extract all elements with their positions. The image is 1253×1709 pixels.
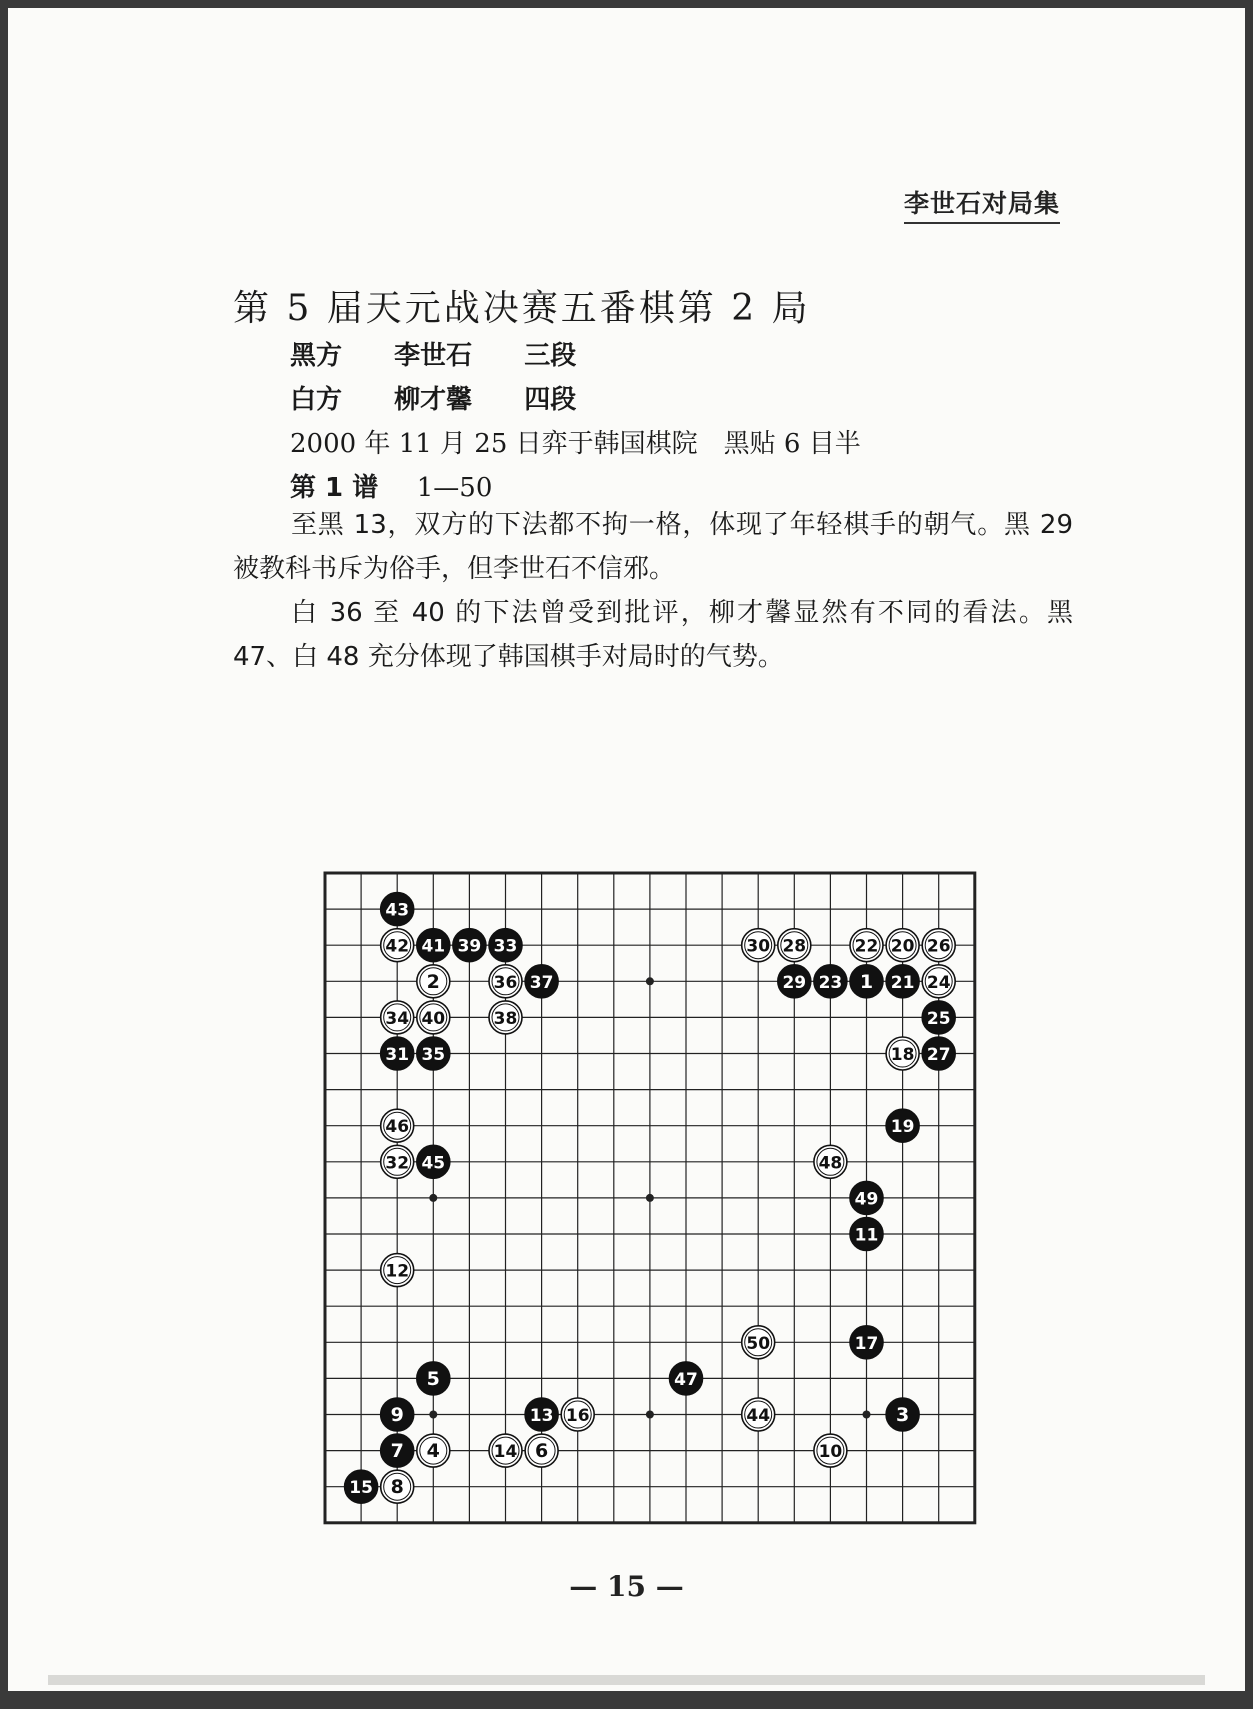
record-moves: 1—50 [416,473,493,503]
black-stone-3 [886,1398,919,1431]
black-stone-23 [814,965,847,998]
black-stone-49 [850,1181,883,1214]
black-stone-25 [922,1001,955,1034]
white-stone-34 [381,1001,414,1034]
move-number: 14 [493,1442,518,1463]
move-number: 27 [926,1045,951,1065]
white-stone-10 [814,1434,847,1467]
white-player-rank: 四段 [524,385,577,415]
white-stone-46 [381,1109,414,1142]
white-stone-26 [922,929,955,962]
black-stone-15 [345,1470,378,1503]
commentary-paragraph-1: 至黑 13，双方的下法都不拘一格，体现了年轻棋手的朝气。黑 29 被教科书斥为俗手，但李世石不信邪。 [233,510,1073,584]
move-number: 19 [890,1117,915,1138]
move-number: 6 [534,1440,549,1463]
black-stone-27 [922,1037,955,1070]
record-line [290,467,492,504]
move-number: 2 [426,970,440,993]
move-number: 18 [890,1045,915,1065]
move-number: 24 [926,972,951,993]
move-number: 30 [746,936,771,957]
go-board [320,868,980,1528]
white-stone-36 [489,965,522,998]
white-stone-32 [381,1145,414,1178]
black-stone-43 [381,893,414,926]
white-stone-50 [742,1326,775,1359]
move-number: 31 [385,1045,410,1065]
move-number: 46 [385,1117,410,1138]
move-number: 48 [818,1153,843,1174]
move-number: 42 [385,936,410,957]
white-stone-16 [561,1398,594,1431]
move-number: 35 [421,1045,446,1065]
star-point [429,1411,437,1419]
move-number: 45 [421,1153,446,1174]
black-stone-13 [525,1398,558,1431]
white-stone-4 [417,1434,450,1467]
black-stone-9 [381,1398,414,1431]
move-number: 29 [782,972,807,993]
black-stone-33 [489,929,522,962]
move-number: 38 [493,1008,518,1029]
move-number: 17 [854,1333,879,1354]
black-stone-35 [417,1037,450,1070]
white-stone-24 [922,965,955,998]
star-point [646,977,654,985]
move-number: 4 [426,1440,440,1463]
black-stone-31 [381,1037,414,1070]
white-player-line [290,379,576,416]
move-number: 37 [529,972,554,993]
move-number: 23 [818,972,843,993]
move-number: 50 [746,1333,771,1354]
move-number: 43 [385,900,410,921]
game-title: 第 5 届天元战决赛五番棋第 2 局 [233,288,811,329]
move-number: 10 [818,1442,843,1463]
star-point [429,1194,437,1202]
white-stone-6 [525,1434,558,1467]
black-stone-11 [850,1218,883,1251]
move-number: 32 [385,1153,410,1174]
black-stone-17 [850,1326,883,1359]
star-point [646,1194,654,1202]
white-stone-2 [417,965,450,998]
black-player-label: 黑方 [290,341,343,371]
move-number: 47 [674,1369,698,1390]
page-number: — 15 — [569,1570,684,1603]
white-stone-30 [742,929,775,962]
move-number: 1 [859,970,874,993]
black-stone-37 [525,965,558,998]
move-number: 15 [349,1478,373,1499]
star-point [646,1411,654,1419]
white-stone-20 [886,929,919,962]
white-stone-44 [742,1398,775,1431]
page-edge-shadow [48,1675,1205,1685]
move-number: 21 [890,972,915,993]
white-stone-14 [489,1434,522,1467]
move-number: 13 [529,1406,554,1426]
black-stone-7 [381,1434,414,1467]
move-number: 8 [390,1476,404,1499]
black-stone-39 [453,929,486,962]
black-player-rank: 三段 [524,341,577,371]
move-number: 9 [390,1404,404,1426]
black-stone-1 [850,965,883,998]
move-number: 41 [421,936,446,957]
white-stone-28 [778,929,811,962]
black-player-line [290,335,576,372]
white-player-name: 柳才馨 [394,385,473,415]
move-number: 34 [385,1008,410,1029]
white-stone-42 [381,929,414,962]
black-stone-19 [886,1109,919,1142]
black-stone-5 [417,1362,450,1395]
white-stone-40 [417,1001,450,1034]
white-player-label: 白方 [290,385,343,415]
record-label: 第 1 谱 [290,473,379,503]
go-diagram [320,868,980,1528]
move-number: 20 [890,936,915,957]
move-number: 22 [854,936,879,957]
move-number: 16 [565,1406,590,1426]
white-stone-18 [886,1037,919,1070]
white-stone-48 [814,1145,847,1178]
move-number: 44 [746,1406,771,1426]
black-stone-41 [417,929,450,962]
black-stone-21 [886,965,919,998]
white-stone-12 [381,1254,414,1287]
running-header: 李世石对局集 [904,184,1060,224]
game-info: 2000 年 11 月 25 日弈于韩国棋院 黑贴 6 目半 [290,429,861,459]
black-stone-45 [417,1145,450,1178]
move-number: 26 [926,936,951,957]
book-page [8,8,1245,1691]
move-number: 40 [421,1008,446,1029]
white-stone-38 [489,1001,522,1034]
black-stone-29 [778,965,811,998]
move-number: 39 [457,936,482,957]
commentary-paragraph-2: 白 36 至 40 的下法曾受到批评，柳才馨显然有不同的看法。黑 47、白 48 充分体现了韩国棋手对局时的气势。 [233,598,1073,672]
white-stone-8 [381,1470,414,1503]
move-number: 5 [426,1367,440,1390]
move-number: 3 [895,1404,910,1426]
black-player-name: 李世石 [394,341,473,371]
move-number: 28 [782,936,807,957]
move-number: 7 [390,1440,404,1463]
black-stone-47 [670,1362,703,1395]
move-number: 49 [854,1189,879,1210]
move-number: 12 [385,1261,410,1282]
move-number: 36 [493,972,518,993]
star-point [863,1411,871,1419]
move-number: 33 [493,936,518,957]
move-number: 11 [854,1225,879,1246]
white-stone-22 [850,929,883,962]
move-number: 25 [926,1008,951,1029]
